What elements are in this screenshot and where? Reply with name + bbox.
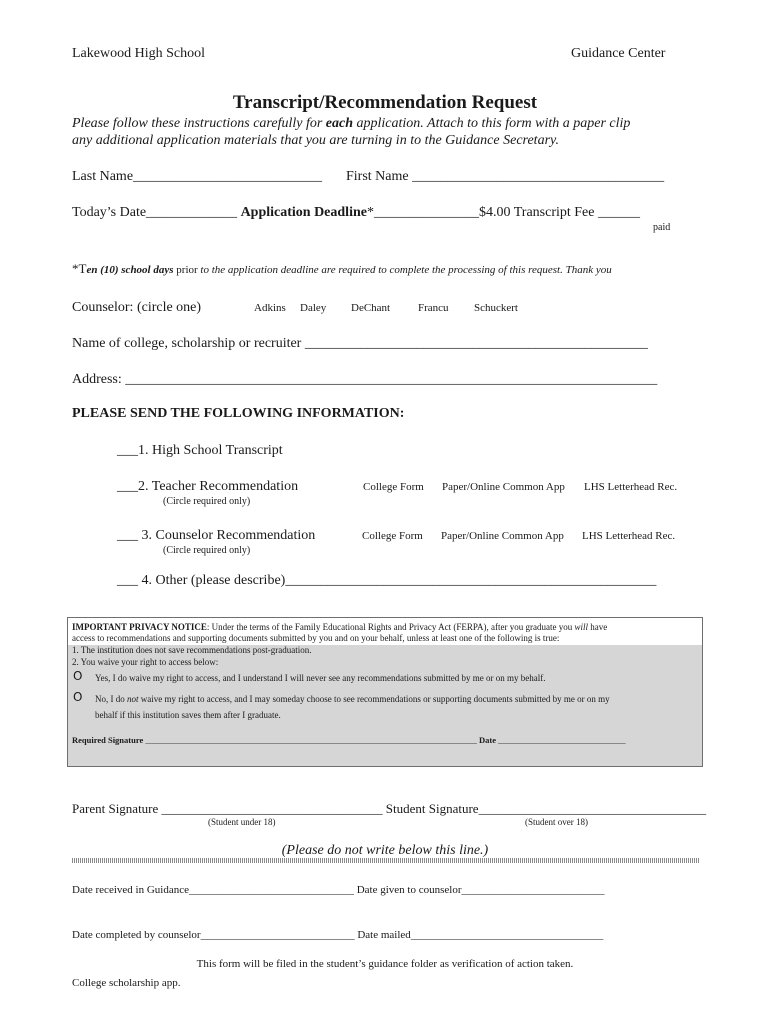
student-signature-sub: (Student over 18)	[525, 817, 588, 827]
privacy-notice-line-2: access to recommendations and supporting documents submitted by you and on your behalf, unless at least one of the following is true:	[72, 633, 560, 643]
college-scholarship-note: College scholarship app.	[72, 977, 181, 989]
teacher-option-college-form[interactable]: College Form	[363, 481, 424, 493]
instructions-line-2: any additional application materials that you are turning in to the Guidance Secretary.	[72, 133, 559, 148]
todays-date-field[interactable]: Today’s Date_____________	[72, 205, 238, 220]
form-title: Transcript/Recommendation Request	[232, 92, 538, 113]
school-name: Lakewood High School	[72, 46, 205, 61]
waive-no-option-continued: behalf if this institution saves them after I graduate.	[95, 710, 281, 720]
item-counselor-recommendation[interactable]: ___ 3. Counselor Recommendation	[117, 528, 316, 543]
item-counselor-sub: (Circle required only)	[163, 545, 251, 556]
item-teacher-recommendation[interactable]: ___2. Teacher Recommendation	[117, 479, 299, 494]
do-not-write-notice: (Please do not write below this line.)	[281, 843, 489, 858]
item-teacher-sub: (Circle required only)	[163, 496, 251, 507]
counselor-label: Counselor: (circle one)	[72, 300, 202, 315]
counselor-adkins[interactable]: Adkins	[254, 302, 286, 314]
item-transcript[interactable]: ___1. High School Transcript	[117, 443, 283, 458]
counselor-francu[interactable]: Francu	[418, 302, 449, 314]
date-deadline-fee-row[interactable]	[72, 205, 640, 221]
counselor-option-common-app[interactable]: Paper/Online Common App	[441, 530, 564, 542]
deadline-label: Application Deadline	[240, 205, 367, 220]
counselor-option-college-form[interactable]: College Form	[362, 530, 423, 542]
instructions-line-1: Please follow these instructions carefully for each application. Attach to this form with a paper clip	[72, 116, 631, 131]
teacher-option-letterhead[interactable]: LHS Letterhead Rec.	[584, 481, 678, 493]
waive-yes-option[interactable]: Yes, I do waive my right to access, and I understand I will never see any recommendations submitted by me or on my behalf.	[95, 673, 546, 683]
privacy-condition-2: 2. You waive your right to access below:	[72, 657, 219, 667]
processing-note: *Ten (10) school days prior to the application deadline are required to complete the processing of this request. Thank you	[72, 261, 612, 276]
counselor-option-letterhead[interactable]: LHS Letterhead Rec.	[582, 530, 676, 542]
date-received-field[interactable]: Date received in Guidance______________________________ Date given to counselor__________________________	[72, 884, 605, 896]
last-name-field[interactable]: Last Name___________________________	[72, 169, 323, 184]
required-signature-field[interactable]: Required Signature ______________________________________________________________________________ Date ______________________________	[72, 735, 626, 745]
waive-no-radio-icon[interactable]: O	[73, 690, 83, 704]
privacy-condition-1: 1. The institution does not save recommendations post-graduation.	[72, 645, 312, 655]
counselor-dechant[interactable]: DeChant	[351, 302, 391, 314]
waive-no-option[interactable]: No, I do not waive my right to access, and I may someday choose to see recommendations or supporting documents submitted by me or on my	[95, 694, 610, 704]
paid-label: paid	[653, 222, 671, 233]
date-completed-field[interactable]: Date completed by counselor____________________________ Date mailed___________________________________	[72, 929, 604, 941]
cut-line-divider	[72, 858, 699, 863]
address-field[interactable]: Address: ____________________________________________________________________________	[72, 372, 658, 387]
send-info-heading: PLEASE SEND THE FOLLOWING INFORMATION:	[72, 406, 405, 421]
counselor-daley[interactable]: Daley	[300, 302, 327, 314]
item-other[interactable]: ___ 4. Other (please describe)_____________________________________________________	[117, 573, 657, 588]
parent-student-signature-field[interactable]: Parent Signature __________________________________ Student Signature___________________________________	[72, 801, 707, 816]
waive-yes-radio-icon[interactable]: O	[73, 669, 83, 683]
parent-signature-sub: (Student under 18)	[208, 817, 276, 827]
department-name: Guidance Center	[571, 46, 666, 61]
deadline-fee-field[interactable]: *_______________$4.00 Transcript Fee ______	[366, 205, 640, 220]
first-name-field[interactable]: First Name ____________________________________	[346, 169, 665, 184]
teacher-option-common-app[interactable]: Paper/Online Common App	[442, 481, 565, 493]
college-name-field[interactable]: Name of college, scholarship or recruiter _________________________________________________	[72, 336, 648, 351]
counselor-schuckert[interactable]: Schuckert	[474, 302, 518, 314]
privacy-notice-line-1: IMPORTANT PRIVACY NOTICE: Under the terms of the Family Educational Rights and Privacy Act (FERPA), after you graduate you will have	[72, 622, 608, 632]
filing-note: This form will be filed in the student’s guidance folder as verification of action taken.	[196, 958, 574, 970]
